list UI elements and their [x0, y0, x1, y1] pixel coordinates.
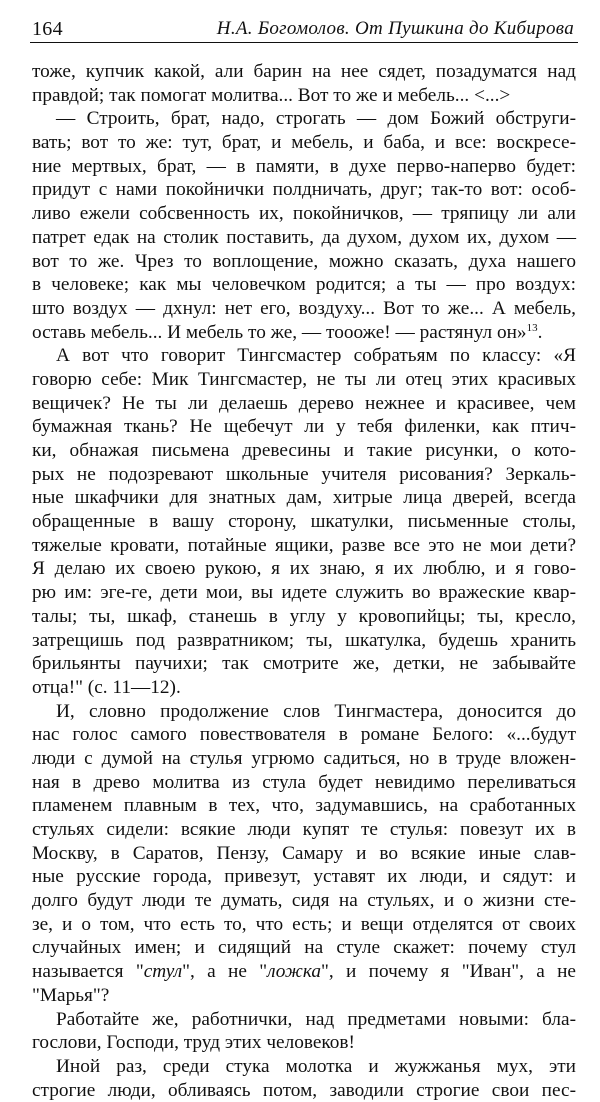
text-line: говорю себе: Мик Тингсмастер, не ты ли отец этих красивых	[32, 368, 576, 390]
text-line: правдой; так помогат молитва... Вот то же и мебель... <...>	[32, 84, 511, 106]
text-line: строгие люди, обливаясь потом, заводили строгие свои пес-	[32, 1079, 576, 1101]
text-line: нас голос самого повествователя в романе Белого: «...будут	[32, 724, 576, 746]
text-line: в человеке; как мы человечком родится; а ты — про воздух:	[32, 274, 576, 296]
text-line: пламенем плавным в тех, что, задумавшись, на сработанных	[32, 795, 576, 817]
text-line: долго будут люди те думать, сидя на стульях, и о жизни сте-	[32, 890, 576, 912]
text-line: оставь мебель... И мебель то же, — тоооже! — растянул он»	[32, 321, 527, 343]
text-line: зе, и о том, что есть то, что есть; и вещи отделятся от своих	[32, 913, 576, 935]
emphasis-word: ложка	[267, 961, 322, 983]
text-line: стульях сидели: всякие люди купят те стулья: повезут их в	[32, 819, 576, 840]
text-line: патрет едак на столик поставить, да духом, духом их, духом —	[32, 226, 576, 248]
text-line: придут с нами покойнички полдничать, друг; так-то вот: особ-	[32, 179, 576, 201]
text-line: бумажная ткань? Не щебечут ли у тебя филенки, как птич-	[32, 416, 576, 438]
text-line: ные русские города, привезут, уставят их люди, и сядут: и	[32, 866, 576, 888]
text-line: ние мертвых, брат, — в памяти, в духе перво-наперво будет:	[32, 155, 576, 177]
text-line: Иной раз, среди стука молотка и жужжанья мух, эти	[56, 1055, 576, 1077]
text-line: затрещишь под развратником; ты, шкатулка, будешь хранить	[32, 629, 576, 651]
text-line: ливо ежели собсвенность их, покойничков, — тряпицу ли али	[32, 203, 576, 225]
text-line: Я делаю их своею рукою, я их знаю, я их люблю, и я гово-	[32, 558, 576, 580]
text-line: вать; вот то же: тут, брат, и мебель, и баба, и все: воскресе-	[32, 132, 576, 154]
text-line-with-footnote: оставь мебель... И мебель то же, — тоооже! — растянул он»$^{13}$.	[32, 321, 543, 343]
text-line: рю им: эге-ге, дети мои, вы идете служить во вражеские квар-	[32, 582, 576, 604]
text-line: обращенные в вашу сторону, шкатулки, письменные столы,	[32, 511, 576, 533]
text-line: тоже, купчик какой, али барин на нее сядет, позадуматся над	[32, 61, 576, 82]
text-line: што воздух — дхнул: нет его, воздуху... Вот то же... А мебель,	[32, 297, 576, 319]
text-line: гослови, Господи, труд этих человеков!	[32, 1032, 355, 1054]
text-line: отца!" (с. 11—12).	[32, 676, 181, 698]
text-line: — Строить, брат, надо, строгать — дом Божий обструги-	[56, 108, 576, 130]
text-line: ные шкафчики для знатных дам, хитрые лица дверей, всегда	[32, 487, 576, 509]
text-line: случайных имен; и сидящий на стуле скажет: почему стул	[32, 937, 576, 959]
text-line: А вот что говорит Тингсмастер собратьям по классу: «Я	[56, 345, 576, 367]
running-header	[30, 16, 578, 43]
body-text	[32, 60, 576, 1102]
text-line: вот то же. Чрез то воплощение, можно сказать, духа нашего	[32, 250, 576, 272]
text-line: брильянты паучихи; так смотрите же, детки, не забывайте	[32, 653, 576, 675]
page-number: 164	[32, 18, 63, 40]
text-line: вещичек? Не ты ли делаешь дерево нежнее и красивее, чем	[32, 392, 576, 414]
text-line: ная в древо молитва из стула будет невидимо переливаться	[32, 771, 576, 793]
text-line: тяжелые кровати, потайные ящики, разве все это не мои дети?	[32, 534, 576, 556]
running-title: Н.А. Богомолов. От Пушкина до Кибирова	[216, 18, 574, 39]
text-line: люди с думой на стулья угрюмо садиться, но в труде вложен-	[32, 747, 576, 769]
text-line: Работайте же, работнички, над предметами новыми: бла-	[56, 1008, 576, 1030]
emphasis-word: стул	[143, 961, 183, 983]
text-line: талы; ты, шкаф, станешь в углу у кровопийцы; ты, кресло,	[32, 605, 576, 627]
text-line: называется "стул", а не "ложка", и почему я "Иван", а не	[32, 961, 576, 983]
text-line: Москву, в Саратов, Пензу, Самару и во всякие иные слав-	[32, 842, 576, 864]
text-line: ки, обнажая письмена древесины и такие рисунки, о кото-	[32, 440, 576, 461]
text-line: "Марья"?	[32, 984, 110, 1006]
text-line: И, словно продолжение слов Тингмастера, доносится до	[56, 700, 576, 722]
text-line: рых не подозревают школьные учителя рисования? Зеркаль-	[32, 463, 576, 485]
footnote-ref: 13	[526, 321, 538, 334]
